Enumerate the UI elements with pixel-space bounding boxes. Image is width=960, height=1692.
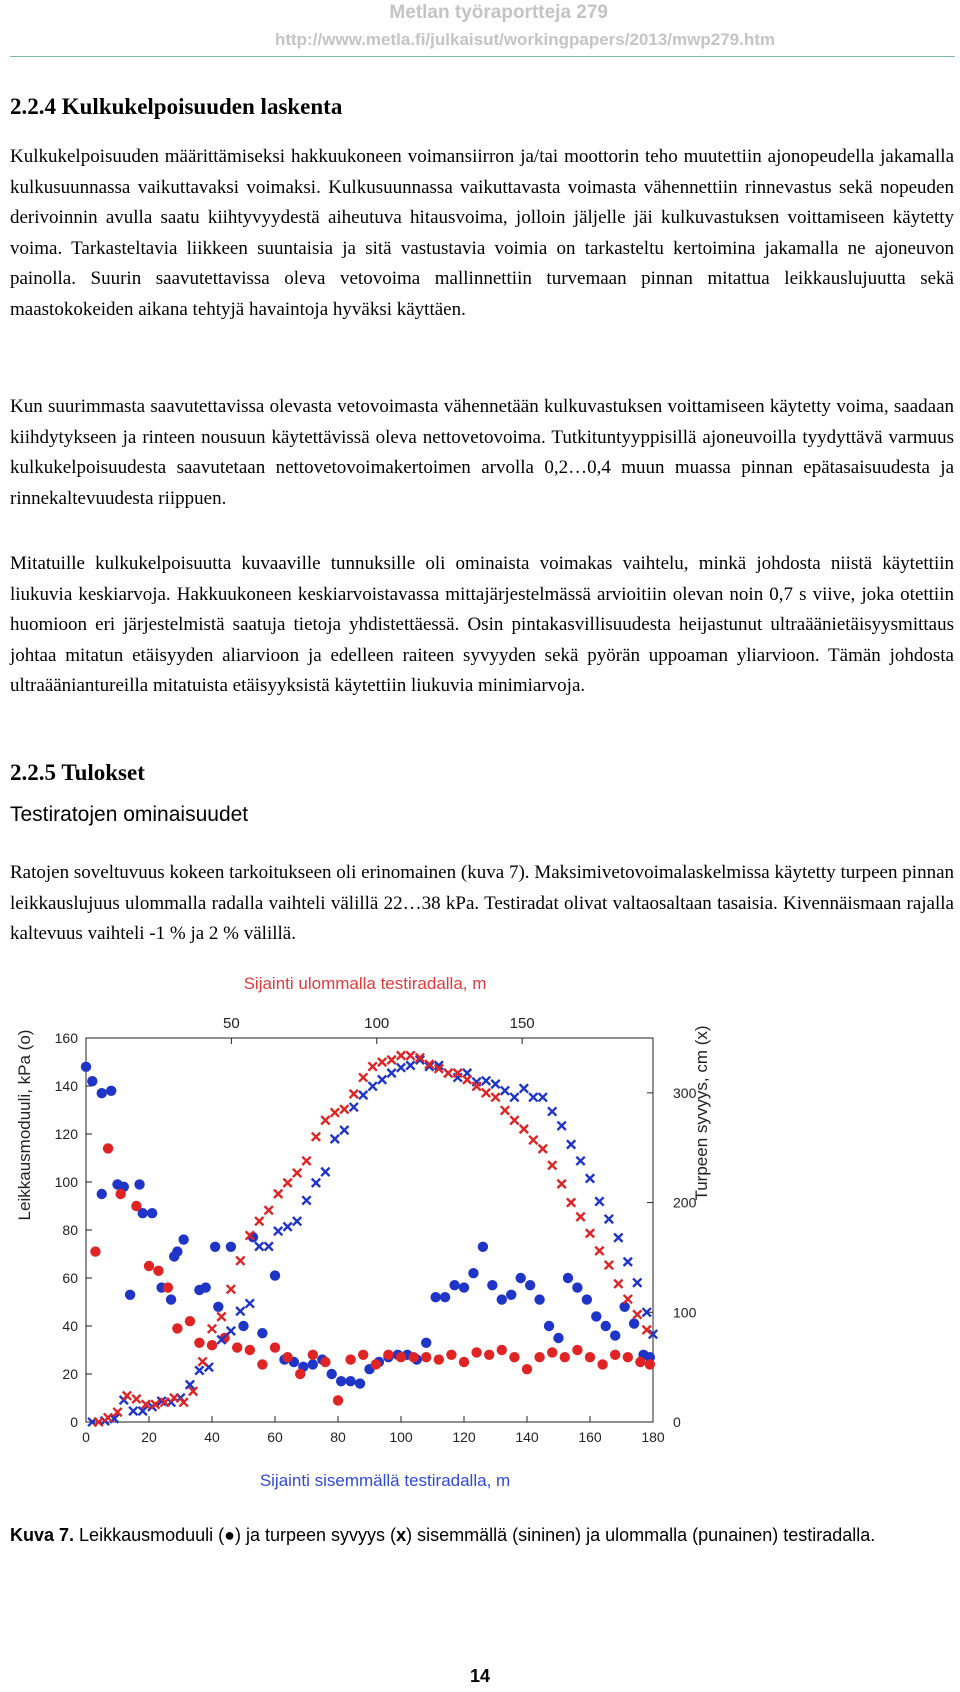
data-point-x — [340, 1126, 348, 1134]
data-point-circle — [333, 1395, 343, 1405]
data-point-circle — [534, 1352, 544, 1362]
data-point-x — [255, 1217, 263, 1225]
chart-y2-axis-title: Turpeen syvyys, cm (x) — [692, 1025, 711, 1201]
data-point-x — [633, 1310, 641, 1318]
data-point-circle — [553, 1333, 563, 1343]
y-tick-label: 40 — [62, 1318, 78, 1334]
data-point-x — [548, 1107, 556, 1115]
x2-tick-label: 50 — [223, 1015, 240, 1032]
data-point-circle — [185, 1316, 195, 1326]
data-point-x — [529, 1093, 537, 1101]
data-point-circle — [421, 1338, 431, 1348]
data-point-circle — [358, 1350, 368, 1360]
chart-x-axis-title: Sijainti sisemmällä testiradalla, m — [259, 1471, 511, 1490]
data-point-x — [482, 1089, 490, 1097]
data-point-circle — [144, 1261, 154, 1271]
data-point-circle — [601, 1321, 611, 1331]
data-point-x — [520, 1125, 528, 1133]
data-point-circle — [327, 1369, 337, 1379]
data-point-x — [293, 1217, 301, 1225]
data-point-circle — [163, 1282, 173, 1292]
data-point-x — [274, 1227, 282, 1235]
data-point-x — [482, 1077, 490, 1085]
data-point-x — [463, 1075, 471, 1083]
data-point-circle — [572, 1345, 582, 1355]
data-point-circle — [383, 1350, 393, 1360]
data-point-circle — [210, 1242, 220, 1252]
data-point-circle — [90, 1246, 100, 1256]
data-point-circle — [544, 1321, 554, 1331]
y2-tick-label: 0 — [673, 1414, 681, 1430]
data-point-circle — [371, 1359, 381, 1369]
x2-tick-label: 100 — [364, 1015, 390, 1032]
chart-top-axis-title: Sijainti ulommalla testiradalla, m — [243, 974, 487, 993]
x-tick-label: 0 — [82, 1429, 90, 1445]
data-point-x — [331, 1135, 339, 1143]
data-point-circle — [396, 1352, 406, 1362]
series-blue-circle — [81, 1062, 655, 1389]
data-point-circle — [134, 1179, 144, 1189]
x-tick-label: 180 — [641, 1429, 665, 1445]
data-point-circle — [355, 1378, 365, 1388]
chart-y-axis-title: Leikkausmoduuli, kPa (o) — [15, 1029, 34, 1221]
caption-x-symbol: x — [396, 1525, 407, 1545]
data-point-x — [520, 1084, 528, 1092]
data-point-circle — [270, 1342, 280, 1352]
x-tick-label: 80 — [330, 1429, 346, 1445]
data-point-circle — [232, 1342, 242, 1352]
y-tick-label: 120 — [54, 1126, 78, 1142]
data-point-circle — [434, 1354, 444, 1364]
data-point-x — [557, 1122, 565, 1130]
data-point-x — [283, 1223, 291, 1231]
data-point-x — [312, 1133, 320, 1141]
data-point-circle — [645, 1359, 655, 1369]
data-point-x — [331, 1108, 339, 1116]
data-point-x — [265, 1206, 273, 1214]
caption-text-3: ) sisemmällä (sininen) ja ulommalla (punainen) testiradalla. — [406, 1525, 876, 1545]
data-point-x — [614, 1233, 622, 1241]
x-tick-label: 160 — [578, 1429, 602, 1445]
data-point-x — [557, 1180, 565, 1188]
data-point-x — [208, 1325, 216, 1333]
data-point-x — [576, 1157, 584, 1165]
data-point-circle — [336, 1376, 346, 1386]
data-point-circle — [421, 1352, 431, 1362]
data-point-circle — [125, 1290, 135, 1300]
y-tick-label: 0 — [70, 1414, 78, 1430]
header-url[interactable]: http://www.metla.fi/julkaisut/workingpapers/2013/mwp279.htm — [274, 30, 775, 49]
data-point-circle — [308, 1359, 318, 1369]
data-point-circle — [213, 1302, 223, 1312]
data-point-circle — [153, 1266, 163, 1276]
x-tick-label: 100 — [389, 1429, 413, 1445]
data-point-circle — [97, 1189, 107, 1199]
data-point-circle — [320, 1357, 330, 1367]
figure-7-chart — [0, 960, 960, 1500]
section-heading-225: 2.2.5 Tulokset — [10, 760, 145, 785]
data-point-x — [359, 1073, 367, 1081]
y2-tick-label: 200 — [673, 1194, 697, 1211]
data-point-circle — [345, 1354, 355, 1364]
chart-axes — [55, 1015, 697, 1445]
data-point-circle — [484, 1350, 494, 1360]
data-point-circle — [560, 1352, 570, 1362]
y2-tick-label: 300 — [673, 1084, 697, 1101]
data-point-x — [567, 1198, 575, 1206]
data-point-x — [217, 1312, 225, 1320]
y-tick-label: 140 — [54, 1078, 78, 1094]
section-heading-224: 2.2.4 Kulkukelpoisuuden laskenta — [10, 94, 343, 119]
data-point-x — [359, 1091, 367, 1099]
data-point-circle — [238, 1321, 248, 1331]
data-point-circle — [308, 1350, 318, 1360]
page-number: 14 — [469, 1666, 491, 1686]
data-point-x — [624, 1295, 632, 1303]
data-point-x — [406, 1061, 414, 1069]
data-point-circle — [97, 1088, 107, 1098]
data-point-circle — [115, 1189, 125, 1199]
data-point-circle — [597, 1359, 607, 1369]
data-point-x — [501, 1086, 509, 1094]
data-point-x — [368, 1082, 376, 1090]
data-point-x — [624, 1258, 632, 1266]
paragraph-224-1: Kulkukelpoisuuden määrittämiseksi hakkuukoneen voimansiirron ja/tai moottorin teho muutettiin ajonopeudella jakamalla kulkusuunnassa vaikuttavaksi voimaksi. Kulkusuunnassa vaikuttavasta voimasta vähennettiin rinnevastus sekä nopeuden derivoinnin avulla saatu kiihtyvyydestä aiheutuva hitausvoima, jolloin jäljelle jäi kulkuvastuksen voittamiseen käytetty voima. Tarkasteltavia liikkeen suuntaisia ja sitä vastustavia voimia on tarkasteltu kertoimina jakamalla ne ajoneuvon painolla. Suurin saavutettavissa oleva vetovoima mallinnettiin turvemaan pinnan mitattua leikkauslujuutta sekä maastokokeiden aikana tehtyjä havaintoja hyväksi käyttäen. — [10, 146, 954, 320]
data-point-x — [302, 1157, 310, 1165]
data-point-circle — [430, 1292, 440, 1302]
data-point-x — [501, 1106, 509, 1114]
data-point-x — [387, 1069, 395, 1077]
data-point-x — [321, 1116, 329, 1124]
data-point-circle — [440, 1292, 450, 1302]
data-point-x — [444, 1069, 452, 1077]
data-point-x — [539, 1093, 547, 1101]
data-point-x — [350, 1103, 358, 1111]
data-point-x — [283, 1179, 291, 1187]
x2-tick-label: 150 — [509, 1015, 535, 1032]
caption-text-2: ) ja turpeen syvyys ( — [235, 1525, 397, 1545]
data-point-x — [227, 1327, 235, 1335]
data-point-circle — [446, 1350, 456, 1360]
data-point-circle — [207, 1340, 217, 1350]
data-point-circle — [478, 1242, 488, 1252]
data-point-circle — [468, 1268, 478, 1278]
data-point-x — [350, 1090, 358, 1098]
data-point-x — [368, 1062, 376, 1070]
data-point-circle — [585, 1352, 595, 1362]
data-point-x — [378, 1075, 386, 1083]
data-point-x — [491, 1080, 499, 1088]
data-point-circle — [270, 1270, 280, 1280]
header-series-title: Metlan työraportteja 279 — [389, 2, 608, 23]
data-point-x — [179, 1398, 187, 1406]
data-point-circle — [525, 1280, 535, 1290]
data-point-circle — [487, 1280, 497, 1290]
data-point-circle — [623, 1352, 633, 1362]
data-point-x — [378, 1058, 386, 1066]
header-divider — [10, 56, 955, 57]
data-point-circle — [295, 1369, 305, 1379]
data-point-circle — [178, 1234, 188, 1244]
data-point-x — [605, 1261, 613, 1269]
data-point-x — [510, 1116, 518, 1124]
data-point-x — [605, 1215, 613, 1223]
data-point-x — [246, 1299, 254, 1307]
data-point-x — [236, 1257, 244, 1265]
data-point-x — [397, 1051, 405, 1059]
caption-label: Kuva 7. — [10, 1525, 75, 1545]
data-point-circle — [497, 1294, 507, 1304]
paragraph-224-2: Kun suurimmasta saavutettavissa olevasta vetovoimasta vähennetään kulkuvastuksen voittamiseen käytetty voima, saadaan kiihdytykseen ja rinteen nousuun käytettävissä oleva nettovetovoima. Tutkituntyyppisillä ajoneuvoilla tyydyttävä varmuus kulkukelpoisuudesta saavutetaan nettovetovoimakertoimen arvolla 0,2…0,4 muun muassa pinnan epätasaisuudesta ja rinnekaltevuudesta riippuen. — [10, 396, 954, 509]
data-point-circle — [629, 1318, 639, 1328]
data-point-circle — [610, 1350, 620, 1360]
data-point-x — [293, 1169, 301, 1177]
data-point-x — [302, 1196, 310, 1204]
y-tick-label: 80 — [62, 1222, 78, 1238]
data-point-x — [406, 1051, 414, 1059]
subheading-testiratojen: Testiratojen ominaisuudet — [10, 803, 249, 826]
data-point-circle — [522, 1364, 532, 1374]
x-tick-label: 120 — [452, 1429, 476, 1445]
data-point-x — [387, 1056, 395, 1064]
data-point-circle — [547, 1347, 557, 1357]
data-point-circle — [459, 1357, 469, 1367]
data-point-x — [274, 1190, 282, 1198]
chart-marks — [81, 1051, 657, 1426]
data-point-circle — [87, 1076, 97, 1086]
data-point-circle — [408, 1352, 418, 1362]
data-point-circle — [563, 1273, 573, 1283]
data-point-x — [340, 1105, 348, 1113]
data-point-x — [132, 1395, 140, 1403]
data-point-circle — [471, 1347, 481, 1357]
data-point-circle — [131, 1201, 141, 1211]
data-point-x — [195, 1366, 203, 1374]
y-tick-label: 20 — [62, 1366, 78, 1382]
data-point-x — [123, 1391, 131, 1399]
data-point-x — [614, 1280, 622, 1288]
caption-text-1: Leikkausmoduuli ( — [79, 1525, 225, 1545]
data-point-x — [595, 1247, 603, 1255]
data-point-circle — [147, 1208, 157, 1218]
data-point-circle — [226, 1242, 236, 1252]
data-point-x — [539, 1145, 547, 1153]
y2-tick-label: 100 — [673, 1304, 697, 1321]
data-point-x — [576, 1213, 584, 1221]
data-point-x — [227, 1285, 235, 1293]
data-point-circle — [166, 1294, 176, 1304]
data-point-x — [397, 1063, 405, 1071]
data-point-circle — [282, 1352, 292, 1362]
data-point-circle — [610, 1330, 620, 1340]
y-tick-label: 60 — [62, 1270, 78, 1286]
data-point-x — [170, 1394, 178, 1402]
data-point-x — [312, 1179, 320, 1187]
data-point-circle — [516, 1273, 526, 1283]
data-point-circle — [459, 1282, 469, 1292]
caption-dot-symbol: ● — [224, 1525, 235, 1545]
data-point-circle — [572, 1282, 582, 1292]
data-point-x — [586, 1174, 594, 1182]
data-point-circle — [449, 1280, 459, 1290]
data-point-circle — [106, 1086, 116, 1096]
y-tick-label: 160 — [54, 1030, 78, 1046]
x-tick-label: 20 — [141, 1429, 157, 1445]
data-point-circle — [635, 1357, 645, 1367]
data-point-x — [265, 1242, 273, 1250]
paragraph-224-3: Mitatuille kulkukelpoisuutta kuvaaville tunnuksille oli ominaista voimakas vaihtelu, minkä johdosta niistä käytettiin liukuvia keskiarvoja. Hakkuukoneen keskiarvoistavassa mittajärjestelmässä arvioitiin olevan noin 0,7 s viive, joka otettiin huomioon eri järjestelmistä saatuja tietoja yhdistettäessä. Osin pintakasvillisuudesta heijastunut ultraäänietäisyysmittaus johtaa mitatun etäisyyden aliarvioon ja edelleen raiteen syvyyden sekä pyörän uppoaman yliarvioon. Tämän johdosta ultraääniantureilla mitatuista etäisyyksistä käytettiin liukuvia minimiarvoja. — [10, 553, 954, 696]
x-tick-label: 60 — [267, 1429, 283, 1445]
data-point-x — [255, 1242, 263, 1250]
x-tick-label: 40 — [204, 1429, 220, 1445]
data-point-x — [529, 1136, 537, 1144]
y-tick-label: 100 — [54, 1174, 78, 1190]
data-point-x — [198, 1357, 206, 1365]
data-point-circle — [534, 1294, 544, 1304]
data-point-circle — [172, 1246, 182, 1256]
data-point-circle — [506, 1290, 516, 1300]
data-point-x — [567, 1140, 575, 1148]
data-point-circle — [194, 1338, 204, 1348]
data-point-circle — [345, 1376, 355, 1386]
data-point-x — [129, 1407, 137, 1415]
data-point-circle — [172, 1323, 182, 1333]
paragraph-225-1: Ratojen soveltuvuus kokeen tarkoitukseen oli erinomainen (kuva 7). Maksimivetovoimalaskelmissa käytetty turpeen pinnan leikkauslujuus ulommalla radalla vaihteli välillä 22…38 kPa. Testiradat olivat valtaosaltaan tasaisia. Kivennäismaan rajalla kaltevuus vaihteli -1 % ja 2 % välillä. — [10, 862, 954, 944]
data-point-x — [586, 1229, 594, 1237]
data-point-x — [510, 1093, 518, 1101]
data-point-circle — [257, 1359, 267, 1369]
data-point-x — [633, 1278, 641, 1286]
data-point-x — [104, 1413, 112, 1421]
data-point-circle — [81, 1062, 91, 1072]
data-point-circle — [582, 1294, 592, 1304]
data-point-circle — [245, 1345, 255, 1355]
data-point-circle — [201, 1282, 211, 1292]
data-point-x — [321, 1168, 329, 1176]
data-point-x — [236, 1307, 244, 1315]
data-point-x — [491, 1093, 499, 1101]
data-point-x — [548, 1161, 556, 1169]
data-point-circle — [257, 1328, 267, 1338]
x-tick-label: 140 — [515, 1429, 539, 1445]
data-point-x — [595, 1197, 603, 1205]
data-point-circle — [591, 1311, 601, 1321]
data-point-circle — [497, 1345, 507, 1355]
data-point-circle — [103, 1143, 113, 1153]
figure-caption — [10, 1522, 954, 1548]
data-point-circle — [509, 1352, 519, 1362]
